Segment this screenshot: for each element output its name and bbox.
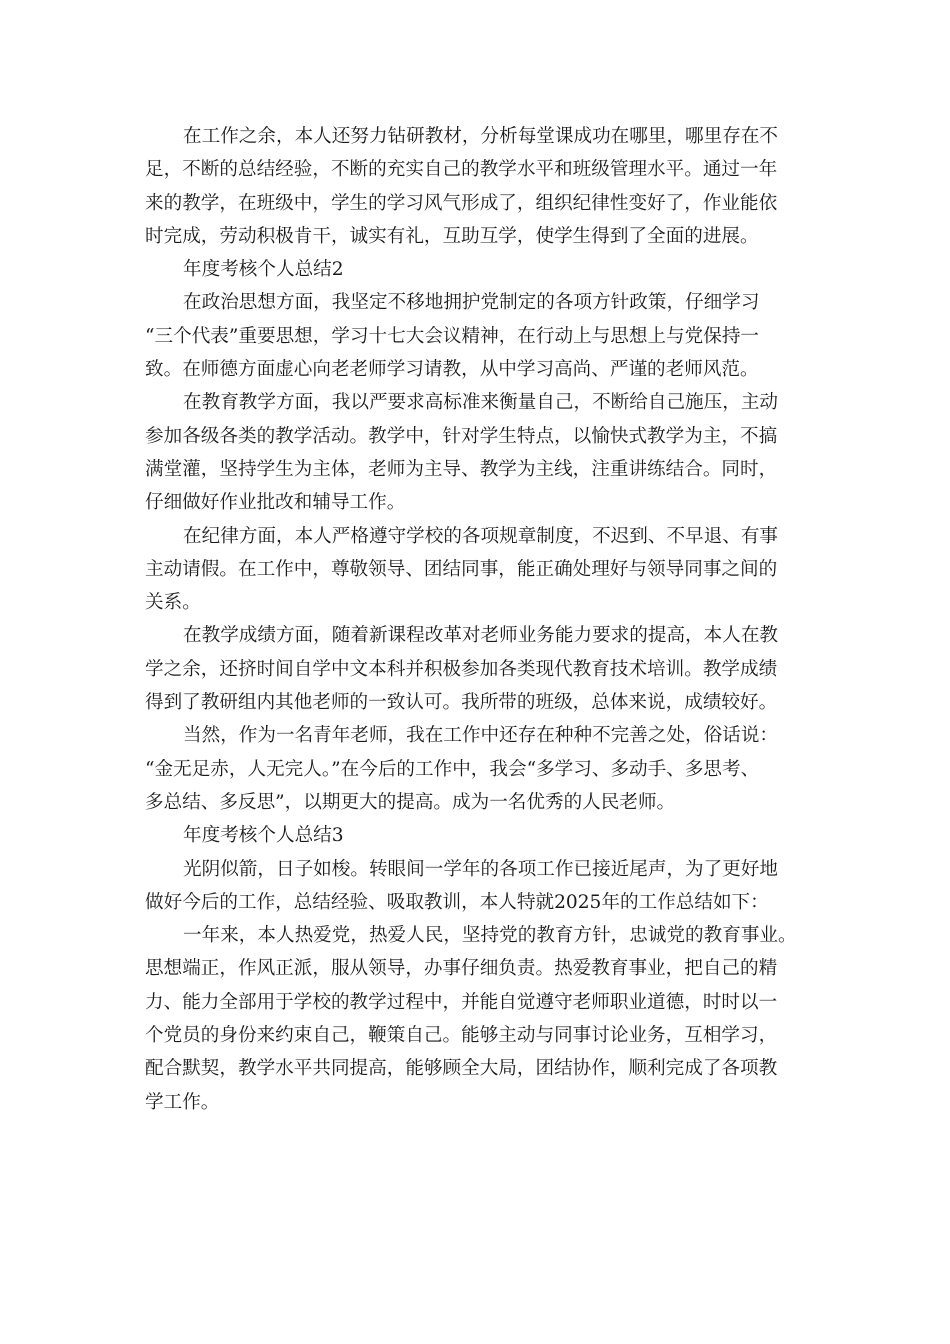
paragraph-line: 在教学成绩方面，随着新课程改革对老师业务能力要求的提高，本人在教 [183,625,779,647]
paragraph-line: 在政治思想方面，我坚定不移地拥护党制定的各项方针政策，仔细学习 [183,292,760,314]
document-page [145,120,815,1119]
paragraph-line: “金无足赤，人无完人。”在今后的工作中，我会“多学习、多动手、多思考、 [145,758,760,780]
paragraph-line: 当然，作为一名青年老师，我在工作中还存在种种不完善之处，俗话说： [183,725,779,747]
section-heading: 年度考核个人总结2 [183,259,344,281]
paragraph-line: 一年来，本人热爱党，热爱人民，坚持党的教育方针，忠诚党的教育事业。 [183,925,797,947]
paragraph-line: 配合默契，教学水平共同提高，能够顾全大局，团结协作，顺利完成了各项教 [145,1058,778,1080]
paragraph-line: 满堂灌，坚持学生为主体，老师为主导、教学为主线，注重讲练结合。同时， [145,458,778,480]
paragraph-line: 个党员的身份来约束自己，鞭策自己。能够主动与同事讨论业务，互相学习， [145,1025,778,1047]
paragraph-line: 时完成，劳动积极肯干，诚实有礼，互助互学，使学生得到了全面的进展。 [145,225,759,247]
paragraph-line: 思想端正，作风正派，服从领导，办事仔细负责。热爱教育事业，把自己的精 [145,958,778,980]
paragraph-line: 多总结、多反思”，以期更大的提高。成为一名优秀的人民老师。 [145,791,676,813]
paragraph-line: 来的教学，在班级中，学生的学习风气形成了，组织纪律性变好了，作业能依 [145,192,778,214]
paragraph-line: 主动请假。在工作中，尊敬领导、团结同事，能正确处理好与领导同事之间的 [145,558,778,580]
paragraph-line: 学之余，还挤时间自学中文本科并积极参加各类现代教育技术培训。教学成绩 [145,658,778,680]
section-heading: 年度考核个人总结3 [183,825,344,847]
paragraph-line: 力、能力全部用于学校的教学过程中，并能自觉遵守老师职业道德，时时以一 [145,991,778,1013]
paragraph-line: 在工作之余，本人还努力钻研教材，分析每堂课成功在哪里，哪里存在不 [183,126,779,147]
paragraph-line: 关系。 [145,592,201,614]
paragraph-line: “三个代表”重要思想，学习十七大会议精神，在行动上与思想上与党保持一 [145,325,760,347]
paragraph-line: 在纪律方面，本人严格遵守学校的各项规章制度，不迟到、不早退、有事 [183,525,779,547]
paragraph-line: 学工作。 [145,1091,220,1113]
paragraph-line: 足，不断的总结经验，不断的充实自己的教学水平和班级管理水平。通过一年 [145,159,778,181]
paragraph-line: 参加各级各类的教学活动。教学中，针对学生特点，以愉快式教学为主，不搞 [145,425,778,447]
paragraph-line: 在教育教学方面，我以严要求高标准来衡量自己，不断给自己施压，主动 [183,392,779,414]
paragraph-line: 光阴似箭，日子如梭。转眼间一学年的各项工作已接近尾声，为了更好地 [183,858,779,880]
paragraph-line: 做好今后的工作，总结经验、吸取教训，本人特就2025年的工作总结如下： [145,891,769,913]
paragraph-line: 得到了教研组内其他老师的一致认可。我所带的班级，总体来说，成绩较好。 [145,692,778,714]
paragraph-line: 仔细做好作业批改和辅导工作。 [145,492,406,514]
paragraph-line: 致。在师德方面虚心向老老师学习请教，从中学习高尚、严谨的老师风范。 [145,359,759,381]
